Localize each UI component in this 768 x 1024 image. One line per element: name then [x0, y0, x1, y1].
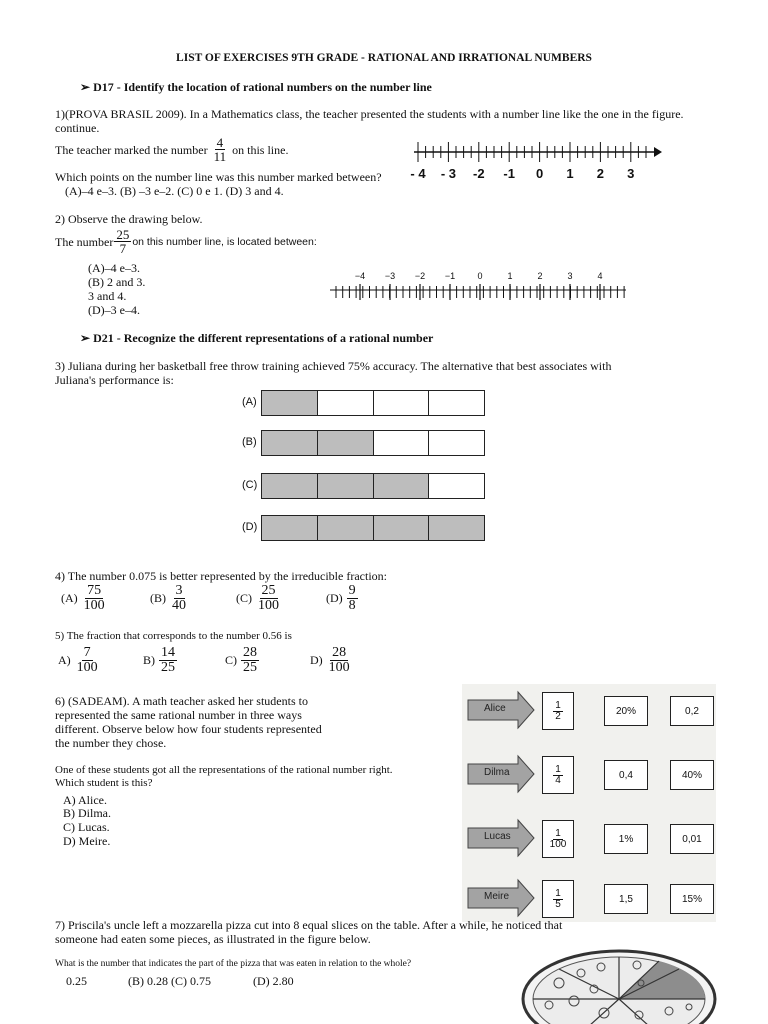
arrow-bullet-icon: ➢	[80, 331, 91, 345]
axis-tick-label: 4	[597, 271, 603, 281]
q6-line2: represented the same rational number in three ways	[55, 708, 302, 722]
bar-cell-empty	[429, 391, 484, 415]
bar-option-label: (B)	[242, 436, 257, 448]
q5-option-fraction	[159, 646, 177, 675]
fraction-denominator: 100	[258, 598, 279, 613]
bar-option-label: (D)	[242, 521, 258, 533]
student-fraction	[553, 765, 563, 786]
q1-number-line	[410, 136, 670, 186]
student-value-box: 20%	[604, 696, 648, 726]
q1-marked	[55, 136, 288, 163]
bar-cell-filled	[318, 431, 374, 455]
q6-line1: 6) (SADEAM). A math teacher asked her students to	[55, 694, 308, 708]
q6-students-panel	[462, 684, 716, 922]
q2-frac-den: 7	[119, 241, 127, 256]
q1-marked-post: on this line.	[232, 142, 289, 157]
axis-tick-label: -1	[503, 166, 515, 181]
student-fraction-box	[542, 880, 574, 918]
q2-fraction	[114, 228, 131, 255]
fraction-numerator: 1	[555, 887, 561, 899]
q4-option	[150, 584, 188, 613]
fraction-bar	[261, 430, 485, 456]
axis-tick-label: -2	[473, 166, 485, 181]
fraction-denominator: 100	[549, 838, 567, 850]
q4-option-label: (C)	[236, 591, 252, 605]
bar-cell-filled	[262, 391, 318, 415]
bar-cell-empty	[374, 431, 430, 455]
q1-options: (A)–4 e–3. (B) –3 e–2. (C) 0 e 1. (D) 3 and 4.	[65, 184, 284, 198]
q2-number	[55, 228, 317, 255]
q5-option	[310, 646, 352, 675]
q3-line1: 3) Juliana during her basketball free throw training achieved 75% accuracy. The alternative that best associates with	[55, 359, 612, 373]
q3-line2: Juliana's performance is:	[55, 373, 174, 387]
q2-option-a: (A)–4 e–3.	[88, 261, 140, 275]
fraction-denominator: 5	[555, 898, 561, 910]
fraction-numerator: 1	[555, 827, 561, 839]
axis-tick-label: 1	[566, 166, 574, 181]
q6-line5: One of these students got all the representations of the rational number right.	[55, 764, 393, 776]
section-heading-d21	[80, 331, 433, 345]
fraction-numerator: 1	[555, 699, 561, 711]
q2-number-line	[328, 266, 628, 302]
fraction-denominator: 40	[172, 598, 186, 613]
bar-cell-empty	[374, 391, 430, 415]
q6-line6: Which student is this?	[55, 777, 153, 789]
q4-option-label: (A)	[61, 591, 78, 605]
section-heading-text: D17 - Identify the location of rational numbers on the number line	[93, 80, 432, 94]
q6-line4: the number they chose.	[55, 736, 167, 750]
fraction-numerator: 14	[161, 645, 175, 660]
q2-post: on this number line, is located between:	[132, 235, 317, 248]
bar-cell-filled	[262, 474, 318, 498]
q4-option	[61, 584, 107, 613]
fraction-numerator: 28	[332, 645, 347, 660]
q5-text: 5) The fraction that corresponds to the number 0.56 is	[55, 630, 292, 642]
bar-cell-filled	[262, 431, 318, 455]
bar-cell-filled	[374, 516, 430, 540]
q5-option-label: C)	[225, 653, 237, 667]
fraction-numerator: 9	[348, 583, 356, 598]
q1-fraction	[212, 136, 229, 163]
student-fraction-box	[542, 820, 574, 858]
fraction-numerator: 25	[261, 583, 276, 598]
q4-option	[236, 584, 281, 613]
q4-option-fraction	[82, 584, 107, 613]
section-heading-text: D21 - Recognize the different representations of a rational number	[93, 331, 434, 345]
student-fraction	[553, 889, 563, 910]
fraction-denominator: 25	[243, 660, 257, 675]
fraction-denominator: 25	[161, 660, 175, 675]
axis-tick-label: 0	[477, 271, 483, 281]
fraction-numerator: 75	[87, 583, 102, 598]
axis-arrow-icon	[654, 147, 662, 157]
q5-option-label: A)	[58, 653, 71, 667]
bar-cell-filled	[318, 474, 374, 498]
q5-option	[225, 646, 259, 675]
q4-option-fraction	[256, 584, 281, 613]
page-title: LIST OF EXERCISES 9TH GRADE - RATIONAL AND IRRATIONAL NUMBERS	[176, 52, 592, 64]
student-fraction	[553, 701, 563, 722]
q7-line2: someone had eaten some pieces, as illustrated in the figure below.	[55, 932, 371, 946]
student-fraction	[548, 829, 569, 850]
q2-option-d: (D)–3 e–4.	[88, 303, 140, 317]
q6-option-d: D) Meire.	[63, 834, 111, 848]
student-fraction-box	[542, 692, 574, 730]
student-name: Alice	[484, 703, 506, 714]
axis-tick-label: - 4	[410, 166, 426, 181]
q1-line1: 1)(PROVA BRASIL 2009). In a Mathematics class, the teacher presented the students with a number line like the one in the figure.	[55, 107, 684, 121]
q7-question: What is the number that indicates the part of the pizza that was eaten in relation to the whole?	[55, 959, 412, 969]
axis-tick-label: 3	[627, 166, 635, 181]
axis-tick-label: 0	[535, 166, 544, 181]
q6-option-a: A) Alice.	[63, 793, 107, 807]
q5-option-label: B)	[143, 653, 155, 667]
q2-option-c: 3 and 4.	[88, 289, 127, 303]
bar-cell-filled	[318, 516, 374, 540]
axis-tick-label: 2	[537, 271, 543, 281]
bar-cell-filled	[374, 474, 430, 498]
fraction-denominator: 4	[555, 774, 561, 786]
fraction-bar	[261, 390, 485, 416]
axis-tick-label: −3	[384, 271, 396, 281]
pizza-illustration	[519, 943, 719, 1024]
fraction-numerator: 1	[555, 763, 561, 775]
axis-tick-label: 1	[507, 271, 513, 281]
q5-option-fraction	[75, 646, 100, 675]
student-value-box: 1,5	[604, 884, 648, 914]
q7-line1: 7) Priscila's uncle left a mozzarella pizza cut into 8 equal slices on the table. After a while, he noticed that	[55, 918, 563, 932]
student-name: Meire	[484, 891, 510, 902]
student-value-box: 0,01	[670, 824, 714, 854]
q5-option	[58, 646, 100, 675]
q7-option-d: (D) 2.80	[253, 974, 294, 988]
q1-frac-num: 4	[216, 135, 224, 150]
arrow-bullet-icon: ➢	[80, 80, 91, 94]
q5-option-fraction	[327, 646, 352, 675]
bar-option-label: (C)	[242, 479, 258, 491]
fraction-denominator: 100	[76, 660, 98, 675]
bar-cell-empty	[429, 474, 484, 498]
q6-option-c: C) Lucas.	[63, 820, 110, 834]
q4-option	[326, 584, 358, 613]
q1-question: Which points on the number line was this number marked between?	[55, 170, 382, 184]
student-value-box: 1%	[604, 824, 648, 854]
axis-tick-label: −2	[414, 271, 426, 281]
q2-option-b: (B) 2 and 3.	[88, 275, 146, 289]
student-value-box: 40%	[670, 760, 714, 790]
axis-tick-label: - 3	[440, 166, 456, 181]
q6-option-b: B) Dilma.	[63, 806, 111, 820]
q7-option-a: 0.25	[66, 974, 87, 988]
axis-tick-label: −4	[354, 271, 366, 281]
section-heading-d17	[80, 80, 432, 94]
fraction-denominator: 2	[555, 710, 561, 722]
q4-option-label: (D)	[326, 591, 343, 605]
student-value-box: 15%	[670, 884, 714, 914]
q2-pre: The number	[55, 234, 114, 249]
student-value-box: 0,2	[670, 696, 714, 726]
q4-text: 4) The number 0.075 is better represented by the irreducible fraction:	[55, 569, 387, 583]
bar-cell-filled	[429, 516, 484, 540]
fraction-bar	[261, 473, 485, 499]
bar-cell-empty	[318, 391, 374, 415]
q1-marked-pre: The teacher marked the number	[55, 142, 208, 157]
q4-option-fraction	[170, 584, 188, 613]
fraction-bar	[261, 515, 485, 541]
q2-frac-num: 25	[116, 227, 130, 242]
q6-line3: different. Observe below how four students represented	[55, 722, 322, 736]
q1-frac-den: 11	[213, 149, 227, 164]
bar-option-label: (A)	[242, 396, 257, 408]
fraction-denominator: 100	[83, 598, 105, 613]
bar-cell-filled	[262, 516, 318, 540]
student-value-box: 0,4	[604, 760, 648, 790]
fraction-denominator: 8	[348, 598, 356, 613]
q4-option-fraction	[347, 584, 358, 613]
q1-line2: continue.	[55, 121, 100, 135]
fraction-numerator: 28	[243, 645, 257, 660]
fraction-numerator: 7	[83, 645, 91, 660]
axis-tick-label: 3	[567, 271, 573, 281]
axis-tick-label: −1	[444, 271, 456, 281]
fraction-denominator: 100	[328, 660, 350, 675]
student-name: Lucas	[484, 831, 511, 842]
q2-line1: 2) Observe the drawing below.	[55, 212, 203, 226]
q4-option-label: (B)	[150, 591, 166, 605]
q5-option-fraction	[241, 646, 259, 675]
q5-option-label: D)	[310, 653, 323, 667]
student-fraction-box	[542, 756, 574, 794]
q5-option	[143, 646, 177, 675]
axis-tick-label: 2	[596, 166, 605, 181]
fraction-numerator: 3	[175, 583, 183, 598]
q7-option-bc: (B) 0.28 (C) 0.75	[128, 974, 211, 988]
bar-cell-empty	[429, 431, 484, 455]
student-name: Dilma	[484, 767, 510, 778]
